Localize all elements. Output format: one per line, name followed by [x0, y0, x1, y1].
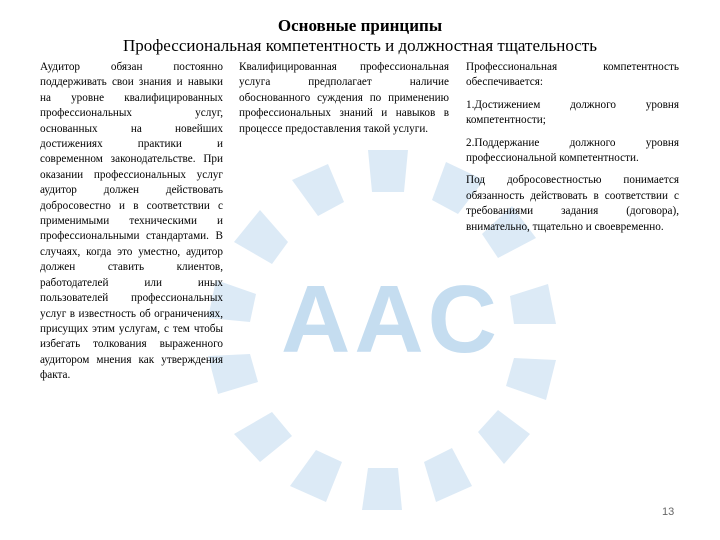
watermark-logo-text: AAC: [281, 266, 501, 373]
column-qualified-service: [239, 60, 449, 137]
column-3-para-3: 2.Поддержание должного уровня профессиональной компетентности.: [466, 136, 679, 165]
title-line-1: Основные принципы: [277, 16, 443, 35]
column-3-para-2: 1.Достижением должного уровня компетентности;: [466, 98, 679, 127]
slide-title: [0, 16, 720, 56]
column-1-text: Аудитор обязан постоянно поддерживать свои знания и навыки на уровне квалифицированных профессиональных услуг, основанных на новейших достижениях практики и современном законодательстве. При оказании профессиональных услуг аудитор должен действовать добросовестно и в соответствии с применимыми техническими и профессиональными стандартами. В случаях, когда это уместно, аудитор должен ставить клиентов, работодателей или иных пользователей профессиональных услуг в известность об ограничениях, присущих этим услугам, с тем чтобы избегать толкования выраженного аудитором мнения как утверждения факта.: [40, 61, 223, 382]
column-auditor-obligations: [40, 60, 223, 384]
title-line-2: Профессиональная компетентность и должностная тщательность: [123, 36, 597, 55]
column-2-text: Квалифицированная профессиональная услуга предполагает наличие обоснованного суждения по применению профессиональных знаний и навыков в процессе предоставления такой услуги.: [239, 61, 449, 135]
page-number: 13: [662, 506, 675, 518]
column-competence: [466, 60, 679, 242]
column-3-para-1: Профессиональная компетентность обеспечивается:: [466, 61, 679, 89]
column-3-para-4: Под добросовестностью понимается обязанность действовать в соответствии с требованиями задания (договора), внимательно, тщательно и своевременно.: [466, 174, 679, 233]
